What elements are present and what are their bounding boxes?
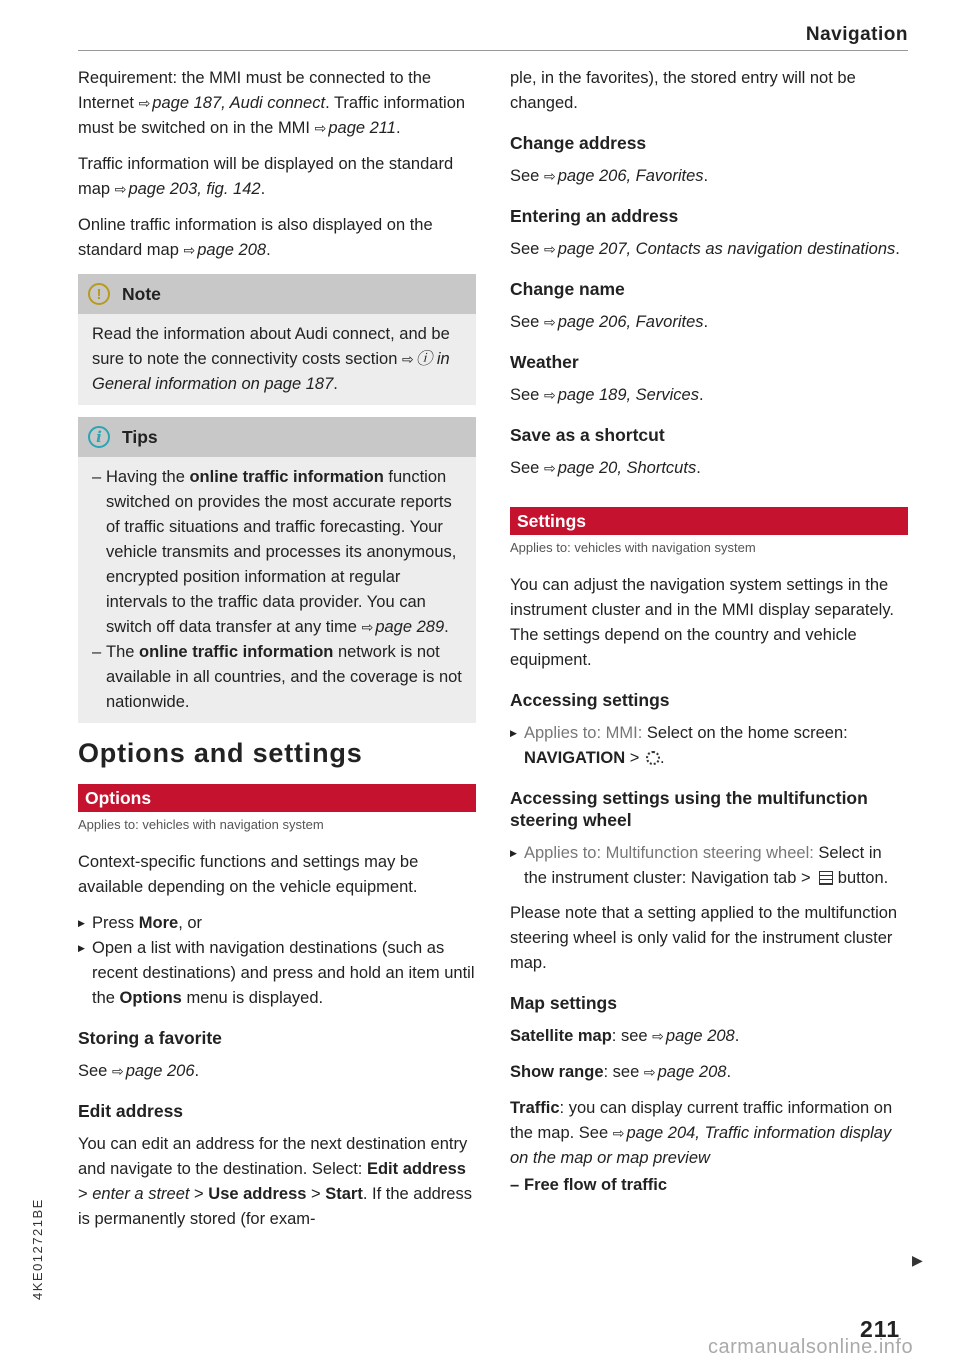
tips-title: Tips bbox=[122, 426, 158, 447]
exclamation-icon: ! bbox=[88, 283, 110, 305]
step-item: ▶ Open a list with navigation destinations (such as recent destinations) and press and hold an item until the Options menu is displayed. bbox=[78, 936, 476, 1011]
step-item: ▶ Applies to: MMI: Select on the home screen: NAVIGATION > . bbox=[510, 721, 908, 771]
page-208-link[interactable]: ⇨ page 208 bbox=[184, 241, 267, 259]
edit-address-heading: Edit address bbox=[78, 1101, 184, 1121]
traffic-display-paragraph: Traffic information will be displayed on the standard map ⇨ page 203, fig. 142. bbox=[78, 152, 476, 202]
settings-gear-icon bbox=[646, 751, 660, 765]
mfsw-settings-heading: Accessing settings using the multifunction steering wheel bbox=[510, 788, 868, 830]
save-shortcut-heading: Save as a shortcut bbox=[510, 425, 665, 445]
tip-item: – The online traffic information network is not available in all countries, and the coverage is not nationwide. bbox=[92, 640, 462, 715]
weather-paragraph: See ⇨ page 189, Services. bbox=[510, 383, 908, 408]
right-column bbox=[510, 66, 908, 1198]
settings-paragraph: You can adjust the navigation system settings in the instrument cluster and in the MMI display separately. The settings depend on the country and vehicle equipment. bbox=[510, 576, 894, 669]
mfsw-note-paragraph: Please note that a setting applied to the multifunction steering wheel is only valid for the instrument cluster map. bbox=[510, 904, 898, 972]
storing-favorite-heading: Storing a favorite bbox=[78, 1028, 222, 1048]
favorites-link[interactable]: ⇨ page 206, Favorites bbox=[544, 167, 704, 185]
options-applies-note: Applies to: vehicles with navigation system bbox=[78, 817, 324, 832]
page-208-link[interactable]: ⇨ page 208 bbox=[644, 1063, 727, 1081]
watermark: carmanualsonline.info bbox=[708, 1336, 914, 1358]
list-button-icon bbox=[819, 871, 833, 885]
step-item: ▶ Press More, or bbox=[78, 911, 476, 936]
page-203-link[interactable]: ⇨ page 203, fig. 142 bbox=[115, 180, 261, 198]
note-title: Note bbox=[122, 283, 161, 304]
continue-arrow-icon: ▶ bbox=[912, 1252, 923, 1268]
show-range-paragraph: Show range: see ⇨ page 208. bbox=[510, 1060, 908, 1085]
tips-header bbox=[78, 417, 476, 457]
options-paragraph: Context-specific functions and settings may be available depending on the vehicle equipment. bbox=[78, 853, 419, 896]
weather-heading: Weather bbox=[510, 352, 579, 372]
page-section-title: Navigation bbox=[805, 24, 908, 45]
page-number: 211 bbox=[860, 1316, 901, 1342]
tip-item: – Having the online traffic information function switched on provides the most accurate reports of traffic situations and traffic forecasting. Your vehicle transmits and processes its anonymous, encrypted position information at regular intervals to the traffic data provider. You can switch off data transfer at any time ⇨ page 289. bbox=[92, 465, 462, 640]
change-address-paragraph: See ⇨ page 206, Favorites. bbox=[510, 164, 908, 189]
options-settings-heading: Options and settings bbox=[78, 738, 363, 768]
settings-applies-note: Applies to: vehicles with navigation system bbox=[510, 540, 756, 555]
document-code: 4KE012721BE bbox=[30, 1198, 45, 1300]
free-flow-item: – Free flow of traffic bbox=[510, 1173, 908, 1198]
accessing-settings-heading: Accessing settings bbox=[510, 690, 670, 710]
shortcuts-link[interactable]: ⇨ page 20, Shortcuts bbox=[544, 459, 696, 477]
traffic-info-link[interactable]: ⇨ page 204, Traffic information display on the map or map preview bbox=[510, 1124, 891, 1167]
left-column bbox=[78, 66, 476, 1243]
note-header bbox=[78, 274, 476, 314]
favorites-link[interactable]: ⇨ page 206, Favorites bbox=[544, 313, 704, 331]
change-name-heading: Change name bbox=[510, 279, 625, 299]
general-info-link[interactable]: ⇨ ⓘ in General information on page 187 bbox=[92, 350, 450, 393]
change-address-heading: Change address bbox=[510, 133, 647, 153]
entering-address-heading: Entering an address bbox=[510, 206, 679, 226]
tips-box bbox=[78, 417, 476, 723]
note-body: Read the information about Audi connect, and be sure to note the connectivity costs section ⇨ ⓘ in General information on page 187. bbox=[78, 314, 476, 405]
save-shortcut-paragraph: See ⇨ page 20, Shortcuts. bbox=[510, 456, 908, 481]
storing-favorite-paragraph: See ⇨ page 206. bbox=[78, 1059, 476, 1084]
edit-address-paragraph: You can edit an address for the next destination entry and navigate to the destination. Select: Edit address > enter a street > Use address > Start. If the address is permanently stored (for exam- bbox=[78, 1135, 472, 1228]
online-traffic-paragraph: Online traffic information is also displayed on the standard map ⇨ page 208. bbox=[78, 213, 476, 263]
page-289-link[interactable]: ⇨ page 289 bbox=[362, 618, 445, 636]
page-208-link[interactable]: ⇨ page 208 bbox=[652, 1027, 735, 1045]
info-icon: i bbox=[88, 426, 110, 448]
requirement-paragraph: Requirement: the MMI must be connected to the Internet ⇨ page 187, Audi connect. Traffic information must be switched on in the MMI ⇨ page 211. bbox=[78, 66, 476, 141]
note-box bbox=[78, 274, 476, 405]
page-206-link[interactable]: ⇨ page 206 bbox=[112, 1062, 195, 1080]
header-divider bbox=[78, 50, 908, 51]
change-name-paragraph: See ⇨ page 206, Favorites. bbox=[510, 310, 908, 335]
page-187-link[interactable]: ⇨ page 187, Audi connect bbox=[139, 94, 326, 112]
step-item: ▶ Applies to: Multifunction steering wheel: Select in the instrument cluster: Navigation tab > button. bbox=[510, 841, 908, 891]
continued-paragraph: ple, in the favorites), the stored entry will not be changed. bbox=[510, 69, 856, 112]
contacts-link[interactable]: ⇨ page 207, Contacts as navigation destinations bbox=[544, 240, 895, 258]
settings-section-bar: Settings bbox=[510, 507, 908, 535]
entering-address-paragraph: See ⇨ page 207, Contacts as navigation destinations. bbox=[510, 237, 908, 262]
traffic-paragraph: Traffic: you can display current traffic information on the map. See ⇨ page 204, Traffic information display on the map or map preview bbox=[510, 1096, 908, 1171]
tips-body bbox=[78, 457, 476, 723]
services-link[interactable]: ⇨ page 189, Services bbox=[544, 386, 699, 404]
map-settings-heading: Map settings bbox=[510, 993, 617, 1013]
page-211-link[interactable]: ⇨ page 211 bbox=[315, 119, 396, 137]
satellite-map-paragraph: Satellite map: see ⇨ page 208. bbox=[510, 1024, 908, 1049]
options-section-bar: Options bbox=[78, 784, 476, 812]
